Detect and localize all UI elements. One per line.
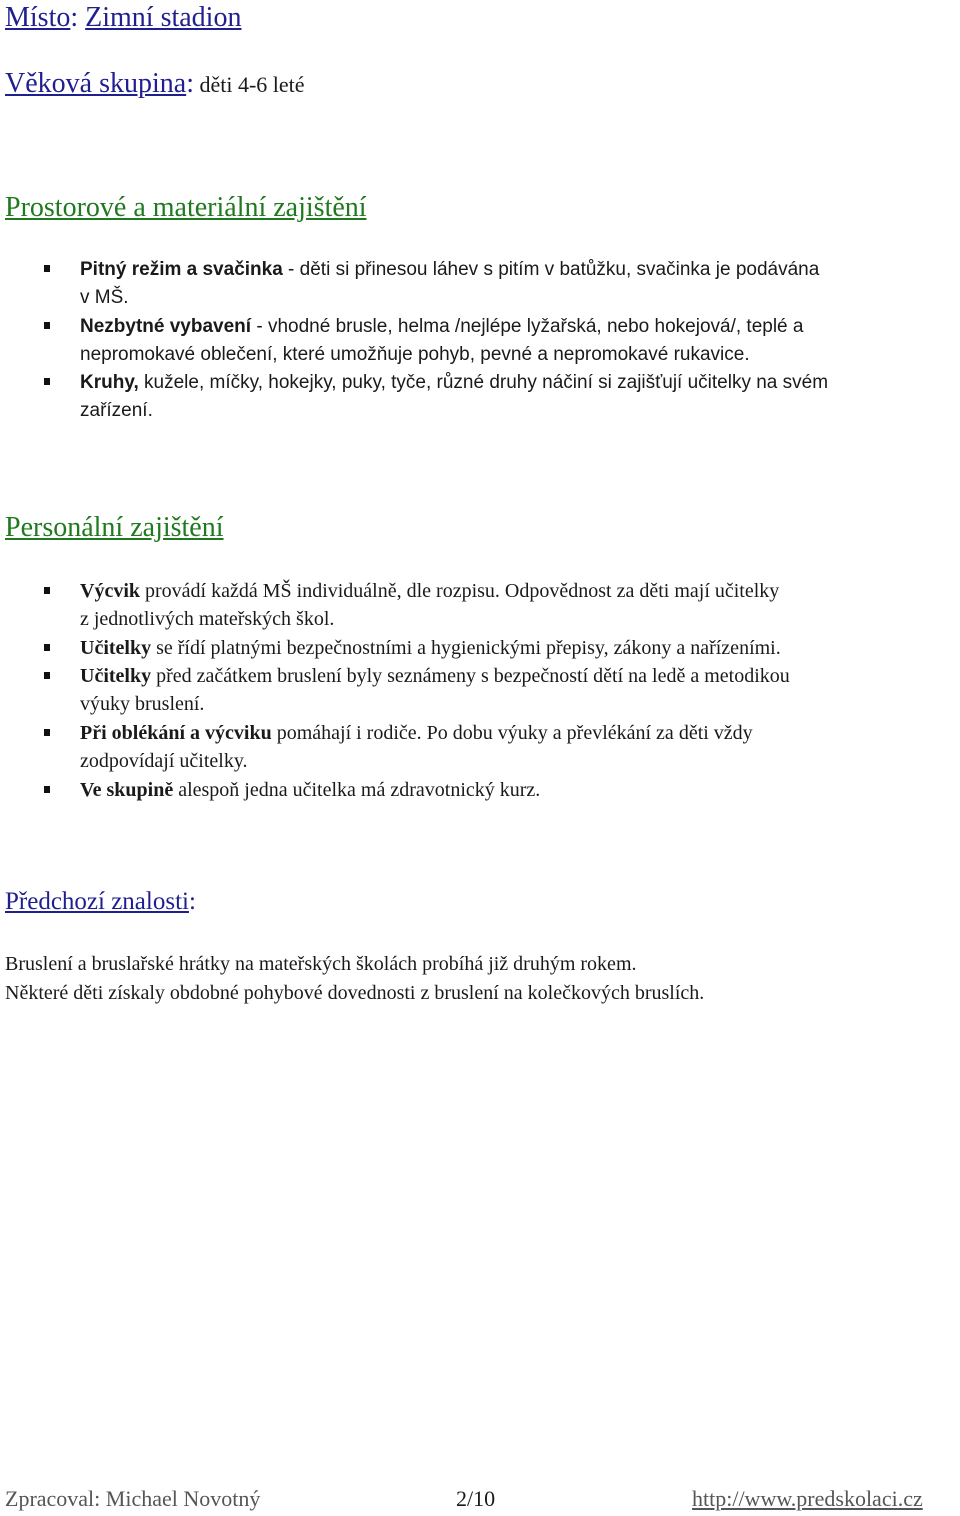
misto-row (5, 2, 241, 34)
bullet-icon (44, 265, 50, 272)
misto-label: Místo (5, 2, 71, 33)
bullet-icon (44, 322, 50, 329)
misto-colon: : (70, 2, 79, 33)
prostorove-item-2-line-1: Nezbytné vybavení - vhodné brusle, helma /nejlépe lyžařská, nebo hokejová/, teplé a (80, 316, 804, 337)
personalni-item-4-line-1: Při oblékání a výcviku pomáhají i rodiče. Po dobu výuky a převlékání za děti vždy (80, 722, 753, 744)
predchozi-colon: : (188, 888, 196, 915)
vekova-colon: : (186, 68, 194, 99)
bullet-icon (44, 786, 50, 793)
predchozi-heading: Předchozí znalosti (5, 888, 189, 915)
footer-url-link[interactable]: http://www.predskolaci.cz (692, 1486, 923, 1511)
personalni-item-1-line-2: z jednotlivých mateřských škol. (80, 608, 335, 630)
prostorove-item-3-line-2: zařízení. (80, 400, 153, 421)
vekova-row (5, 68, 305, 100)
prostorove-item-1-line-2: v MŠ. (80, 287, 129, 308)
prostorove-item-1-line-1: Pitný režim a svačinka - děti si přinesou láhev s pitím v batůžku, svačinka je podávána (80, 259, 820, 280)
bullet-icon (44, 378, 50, 385)
prostorove-item-3-line-1: Kruhy, kužele, míčky, hokejky, puky, tyče, různé druhy náčiní si zajišťují učitelky na svém (80, 372, 829, 393)
bullet-icon (44, 587, 50, 594)
personalni-item-3-line-1: Učitelky před začátkem bruslení byly seznámeny s bezpečností dětí na ledě a metodikou (80, 665, 790, 687)
footer-author: Zpracoval: Michael Novotný (5, 1486, 261, 1511)
vekova-value: děti 4-6 leté (193, 72, 305, 97)
footer-page-number: 2/10 (456, 1486, 496, 1511)
bullet-icon (44, 672, 50, 679)
prostorove-item-2-line-2: nepromokavé oblečení, které umožňuje pohyb, pevné a nepromokavé rukavice. (80, 344, 750, 365)
bullet-icon (44, 729, 50, 736)
personalni-item-1-line-1: Výcvik provádí každá MŠ individuálně, dle rozpisu. Odpovědnost za děti mají učitelky (80, 580, 780, 602)
personalni-item-3-line-2: výuky bruslení. (80, 693, 205, 715)
personalni-item-5-line-1: Ve skupině alespoň jedna učitelka má zdravotnický kurz. (80, 779, 541, 801)
predchozi-line-2: Některé děti získaly obdobné pohybové dovednosti z bruslení na kolečkových bruslích. (5, 982, 705, 1004)
prostorove-heading: Prostorové a materiální zajištění (5, 192, 367, 223)
personalni-item-2-line-1: Učitelky se řídí platnými bezpečnostními a hygienickými přepisy, zákony a nařízeními. (80, 637, 781, 659)
personalni-item-4-line-2: zodpovídají učitelky. (80, 750, 248, 772)
bullet-icon (44, 644, 50, 651)
predchozi-heading-row (5, 888, 196, 916)
misto-value: Zimní stadion (85, 2, 242, 33)
vekova-label: Věková skupina (5, 68, 187, 99)
predchozi-line-1: Bruslení a bruslařské hrátky na mateřských školách probíhá již druhým rokem. (5, 953, 637, 975)
personalni-heading: Personální zajištění (5, 512, 224, 543)
